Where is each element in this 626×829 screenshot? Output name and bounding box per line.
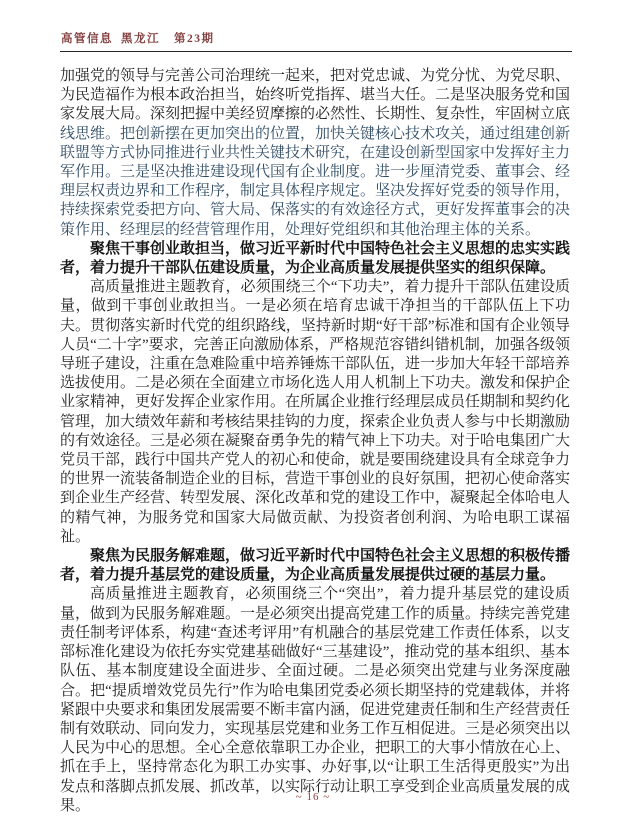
region-label: 黑龙江 <box>121 33 160 45</box>
paragraph <box>60 67 570 240</box>
paragraph <box>60 585 570 815</box>
page-footer <box>0 791 626 803</box>
header-rule <box>60 51 572 52</box>
section-heading <box>60 240 570 278</box>
text-run: 加强党的领导与完善公司治理统一起来，把对党忠诚、为党分忧、为党尽职、为民造福作为根本政治担当，始终听党指挥、堪当大任。二是坚决服务党和国家发展大局。深刻把握中美经贸摩擦的必然性、长期性、复杂性，牢固树立底 <box>60 68 571 123</box>
journal-title: 高管信息 <box>61 33 113 45</box>
text-run: 高质量推进主题教育，必须围绕三个“突出”，着力提升基层党的建设质量，做到为民服务解难题。一是必须突出提高党建工作的质量。持续完善党建责任制考评体系，构建“查述考评用”有机融合的基层党建工作责任体系，以支部标准化建设为依托夯实党建基础做好“三基建设”，推动党的基本组织、基本队伍、基本制度建设全面进步、全面过硬。二是必须突出党建与业务深度融合。把“提质增效党员先行”作为哈电集团党委必须长期坚持的党建载体，并将紧跟中央要求和集团发展需要不断丰富内涵，促进党建责任制和生产经营责任制有效联动、同向发力，实现基层党建和业务工作互相促进。三是必须突出以人民为中心的思想。全心全意依靠职工办企业，把职工的大事小情放在心上、抓在手上，坚持常态化为职工办实事、办好事,以“让职工生活得更殷实”为出发点和落脚点抓发展、抓改革，以实际行动让职工享受到企业高质量发展的成果。 <box>60 586 571 814</box>
paragraph <box>60 278 570 547</box>
text-run: 聚焦为民服务解难题，做习近平新时代中国特色社会主义思想的积极传播者，着力提升基层党的建设质量，为企业高质量发展提供过硬的基层力量。 <box>60 548 571 584</box>
text-run: 高质量推进主题教育，必须围绕三个“下功夫”，着力提升干部队伍建设质量，做到干事创业敢担当。一是必须在培育忠诚干净担当的干部队伍上下功夫。贯彻落实新时代党的组织路线，坚持新时期“好干部”标准和国有企业领导人员“二十字”要求，完善正向激励体系，严格规范容错纠错机制，加强各级领导班子建设，注重在急难险重中培养锤炼干部队伍，进一步加大年轻干部培养选拔使用。二是必须在全面建立市场化选人用人机制上下功夫。激发和保护企业家精神，更好发挥企业家作用。在所属企业推行经理层成员任期制和契约化管理，加大绩效年薪和考核结果挂钩的力度，探索企业负责人参与中长期激励的有效途径。三是必须在凝聚奋勇争先的精气神上下功夫。对于哈电集团广大党员干部，践行中国共产党人的初心和使命，就是要围绕建设具有全球竞争力的世界一流装备制造企业的目标，营造干事创业的良好氛围，把初心使命落实到企业生产经营、转型发展、深化改革和党的建设工作中，凝聚起全体哈电人的精气神，为服务党和国家大局做贡献、为投资者创利润、为哈电职工谋福祉。 <box>60 279 571 545</box>
text-run: 聚焦干事创业敢担当，做习近平新时代中国特色社会主义思想的忠实实践者，着力提升干部队伍建设质量，为企业高质量发展提供坚实的组织保障。 <box>60 240 571 277</box>
page-header <box>61 30 570 46</box>
page-number: ~ 16 ~ <box>295 791 331 803</box>
document-body <box>60 67 570 816</box>
issue-number: 第23期 <box>174 33 215 45</box>
section-heading <box>60 547 570 585</box>
text-run: 线思维。把创新摆在更加突出的位置，加快关键核心技术攻关，通过组建创新联盟等方式协同推进行业共性关键技术研究，在建设创新型国家中发挥好主力军作用。三是坚决推进建设现代国有企业制度。进一步厘清党委、董事会、经理层权责边界和工作程序，制定具体程序规定。坚决发挥好党委的领导作用，持续探索党委把方向、管大局、保落实的有效途径方式，更好发挥董事会的决策作用、经理层的经营管理作用，处理好党组织和其他治理主体的关系。 <box>60 125 571 238</box>
